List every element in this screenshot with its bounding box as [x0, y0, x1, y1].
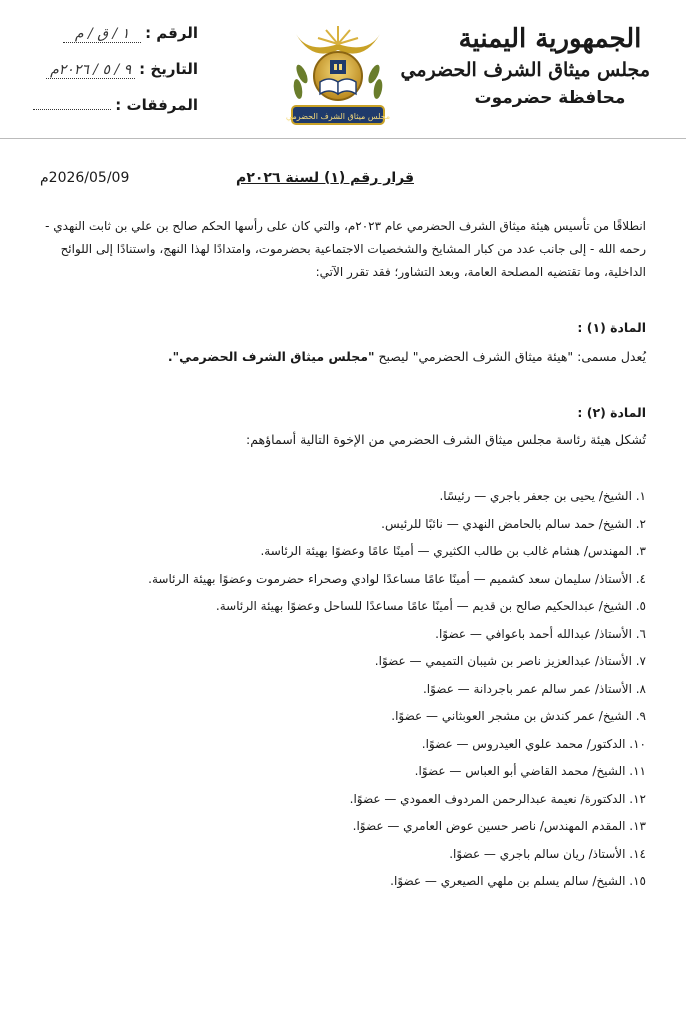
list-item: ٩. الشيخ/ عمر كندش بن مشجر العوبثاني — عضوًا.: [391, 709, 646, 723]
list-item: ٤. الأستاذ/ سليمان سعد كشميم — أمينًا عامًا مساعدًا لوادي وصحراء حضرموت وعضوًا بهيئة الرئاسة.: [148, 571, 646, 586]
article-1-text-bold: "مجلس ميثاق الشرف الحضرمي".: [167, 349, 375, 364]
list-item: ١٥. الشيخ/ سالم يسلم بن ملهي الصيعري — عضوًا.: [390, 874, 646, 888]
ref-label: الرقم :: [145, 24, 198, 42]
article-2-text: تُشكل هيئة رئاسة مجلس ميثاق الشرف الحضرمي من الإخوة التالية أسماؤهم:: [246, 432, 646, 447]
open-book-icon: [320, 79, 356, 94]
article-1-text: [168, 349, 646, 364]
list-item: ٦. الأستاذ/ عبدالله أحمد باعوافي — عضوًا.: [435, 626, 646, 641]
attachments-row: [28, 96, 198, 132]
date-row: [28, 60, 198, 96]
list-item: ١. الشيخ/ يحيى بن جعفر باجري — رئيسًا.: [439, 489, 646, 503]
date-label: التاريخ :: [139, 60, 198, 78]
governorate-name: محافظة حضرموت: [474, 88, 626, 108]
article-1-text-plain: يُعدل مسمى: "هيئة ميثاق الشرف الحضرمي" ليصبح: [374, 349, 646, 364]
letterhead-right: [400, 22, 650, 112]
list-item: ٨. الأستاذ/ عمر سالم عمر باجردانة — عضوًا.: [422, 681, 646, 696]
attachments-label: المرفقات :: [115, 96, 198, 114]
article-1-heading: المادة (١) :: [577, 320, 646, 335]
list-item: ١٤. الأستاذ/ ريان سالم باجري — عضوًا.: [449, 846, 646, 861]
republic-title: الجمهورية اليمنية: [458, 24, 642, 54]
list-item: ٣. المهندس/ هشام غالب بن طالب الكثيري — أمينًا عامًا وعضوًا بهيئة الرئاسة.: [260, 544, 646, 558]
intro-paragraph: انطلاقًا من تأسيس هيئة ميثاق الشرف الحضرمي عام ٢٠٢٣م، والتي كان على رأسها الحكم صالح بن علي بن ثابت النهدي - رحمه الله - إلى جانب عدد من كبار المشايخ والشخصيات الاجتماعية بحضرموت، وامتدادًا لهذا النهج، واستنادًا إلى اللوائح الداخلية، وما تقتضيه المصلحة العامة، وبعد التشاور؛ فقد تقرر الآتي:: [45, 219, 646, 279]
decision-date: 2026/05/09م: [40, 170, 130, 186]
list-item: ١٠. الدكتور/ محمد علوي العيدروس — عضوًا.: [421, 736, 646, 751]
list-item: ٧. الأستاذ/ عبدالعزيز ناصر بن شيبان التميمي — عضوًا.: [374, 654, 646, 668]
article-2-heading: المادة (٢) :: [577, 405, 646, 420]
attachments-value: [33, 109, 111, 110]
list-item: ٢. الشيخ/ حمد سالم بالحامض النهدي — نائبًا للرئيس.: [381, 516, 646, 531]
header-divider: [0, 138, 686, 139]
list-item: ١٢. الدكتورة/ نعيمة عبدالرحمن المردوف العمودي — عضوًا.: [349, 791, 646, 806]
date-value: ٩ / ٥ / ٢٠٢٦م: [46, 62, 135, 79]
list-item: ١٣. المقدم المهندس/ ناصر حسين عوض العامري — عضوًا.: [352, 819, 646, 833]
ref-row: [28, 24, 198, 60]
logo-banner-text: مجلس ميثاق الشرف الحضرمي: [285, 112, 391, 121]
council-name: مجلس ميثاق الشرف الحضرمي: [400, 59, 650, 81]
emblem-icon: [282, 14, 394, 132]
decision-title: قرار رقم (١) لسنة ٢٠٢٦م: [236, 170, 414, 186]
list-item: ٥. الشيخ/ عبدالحكيم صالح بن قديم — أمينًا عامًا مساعدًا للساحل وعضوًا بهيئة الرئاسة.: [215, 599, 646, 613]
members-list: [34, 487, 646, 900]
ref-value: ١ / ق / م: [63, 26, 141, 43]
letterhead-left: [28, 24, 198, 132]
list-item: ١١. الشيخ/ محمد القاضي أبو العباس — عضوًا.: [414, 764, 646, 778]
